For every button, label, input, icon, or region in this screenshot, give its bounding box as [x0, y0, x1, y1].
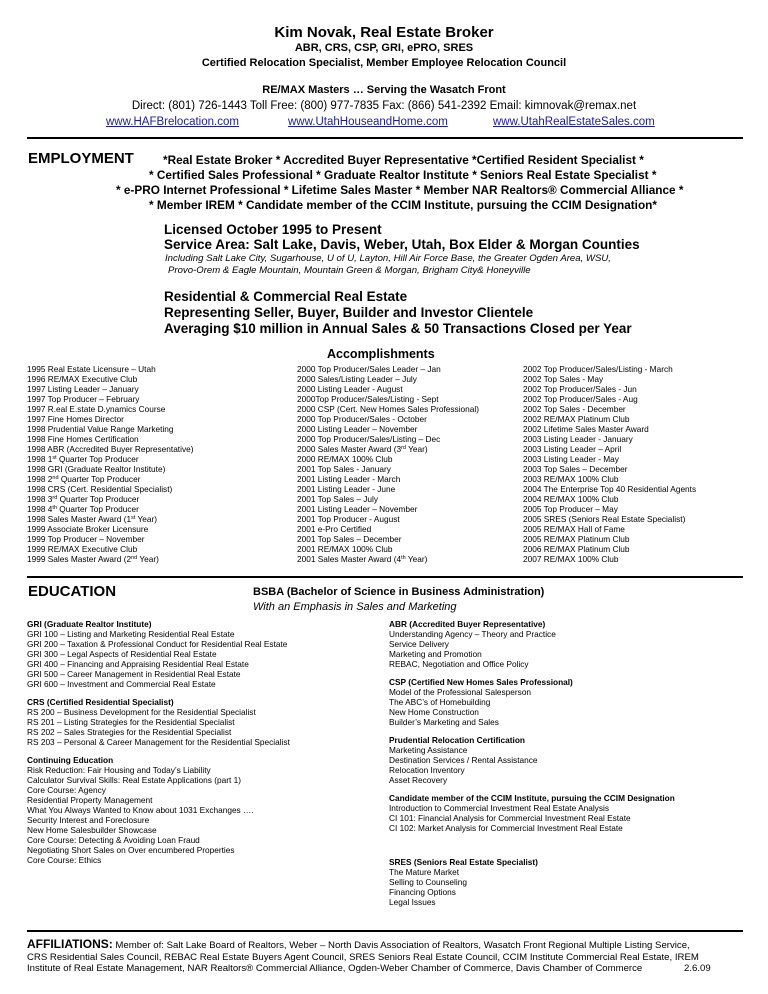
list-item: 2003 Listing Leader – April — [523, 444, 622, 454]
course-group-heading: Continuing Education — [27, 755, 114, 765]
course-item: Builder’s Marketing and Sales — [389, 717, 499, 727]
header-divider — [27, 137, 743, 139]
course-item: Asset Recovery — [389, 775, 448, 785]
tagline: RE/MAX Masters … Serving the Wasatch Front — [262, 84, 506, 96]
course-group-heading: CSP (Certified New Homes Sales Professional) — [389, 677, 573, 687]
course-item: Relocation Inventory — [389, 765, 465, 775]
accomplishments-col-1 — [27, 364, 194, 564]
list-item: 1998 4th Quarter Top Producer — [27, 504, 139, 514]
list-item: 1997 Fine Homes Director — [27, 414, 124, 424]
list-item: 1998 ABR (Accredited Buyer Representative) — [27, 444, 194, 454]
course-item: Security Interest and Foreclosure — [27, 815, 150, 825]
list-item: 2004 RE/MAX 100% Club — [523, 494, 619, 504]
spacer — [389, 727, 675, 735]
focus-line-3: Averaging $10 million in Annual Sales & 50 Transactions Closed per Year — [164, 321, 632, 336]
course-item: Understanding Agency – Theory and Practice — [389, 629, 556, 639]
list-item: 1998 CRS (Cert. Residential Specialist) — [27, 484, 173, 494]
certification: Certified Relocation Specialist, Member Employee Relocation Council — [201, 57, 567, 69]
list-item: 1995 Real Estate Licensure – Utah — [27, 364, 156, 374]
course-group-heading: CRS (Certified Residential Specialist) — [27, 697, 174, 707]
spacer — [27, 689, 290, 697]
focus-line-2: Representing Seller, Buyer, Builder and Investor Clientele — [164, 305, 534, 320]
spacer — [389, 849, 675, 857]
spacer — [389, 669, 675, 677]
licensed-since: Licensed October 1995 to Present — [164, 222, 382, 237]
list-item: 2001 Top Sales – July — [297, 494, 379, 504]
list-item: 2005 Top Producer – May — [523, 504, 618, 514]
spacer — [389, 841, 675, 849]
list-item: 1999 Associate Broker Licensure — [27, 524, 149, 534]
course-group-heading: SRES (Seniors Real Estate Specialist) — [389, 857, 538, 867]
spacer — [389, 833, 675, 841]
contact-line: Direct: (801) 726-1443 Toll Free: (800) 977-7835 Fax: (866) 541-2392 Email: kimnovak@remax.net — [131, 100, 637, 112]
list-item: 1998 3rd Quarter Top Producer — [27, 494, 140, 504]
course-item: New Home Construction — [389, 707, 479, 717]
list-item: 2000 Top Producer/Sales - October — [297, 414, 427, 424]
course-item: RS 200 – Business Development for the Residential Specialist — [27, 707, 256, 717]
course-item: Residential Property Management — [27, 795, 153, 805]
education-heading: EDUCATION — [28, 583, 117, 600]
link-hafb-relocation[interactable]: www.HAFBrelocation.com — [106, 116, 239, 128]
course-item: RS 203 – Personal & Career Management for the Residential Specialist — [27, 737, 290, 747]
list-item: 2002 Top Producer/Sales/Listing - March — [523, 364, 673, 374]
course-item: GRI 500 – Career Management in Residential Real Estate — [27, 669, 241, 679]
list-item: 2003 Listing Leader - May — [523, 454, 619, 464]
course-item: GRI 600 – Investment and Commercial Real Estate — [27, 679, 216, 689]
course-item: RS 201 – Listing Strategies for the Residential Specialist — [27, 717, 235, 727]
course-group-heading: Candidate member of the CCIM Institute, pursuing the CCIM Designation — [389, 793, 675, 803]
list-item: 2000 RE/MAX 100% Club — [297, 454, 393, 464]
service-area: Service Area: Salt Lake, Davis, Weber, Utah, Box Elder & Morgan Counties — [164, 237, 640, 252]
list-item: 2003 RE/MAX 100% Club — [523, 474, 619, 484]
list-item: 2002 Top Sales - May — [523, 374, 604, 384]
list-item: 1999 RE/MAX Executive Club — [27, 544, 138, 554]
list-item: 2001 Listing Leader - June — [297, 484, 396, 494]
education-right-column — [389, 619, 675, 907]
list-item: 2000 Top Producer/Sales Leader – Jan — [297, 364, 441, 374]
course-item: GRI 100 – Listing and Marketing Residential Real Estate — [27, 629, 235, 639]
course-item: New Home Salesbuilder Showcase — [27, 825, 157, 835]
list-item: 2003 Top Sales – December — [523, 464, 628, 474]
affiliations-line-1 — [27, 937, 690, 951]
link-utah-real-estate-sales[interactable]: www.UtahRealEstateSales.com — [493, 116, 655, 128]
degree-emphasis: With an Emphasis in Sales and Marketing — [253, 601, 457, 613]
list-item: 1998 GRI (Graduate Realtor Institute) — [27, 464, 166, 474]
course-item: Core Course: Ethics — [27, 855, 102, 865]
list-item: 2000 Listing Leader – November — [297, 424, 418, 434]
list-item: 2002 Lifetime Sales Master Award — [523, 424, 649, 434]
list-item: 1999 Sales Master Award (2nd Year) — [27, 554, 159, 564]
course-item: Selling to Counseling — [389, 877, 467, 887]
course-item: Marketing Assistance — [389, 745, 468, 755]
course-item: CI 101: Financial Analysis for Commercial Investment Real Estate — [389, 813, 631, 823]
spacer — [389, 785, 675, 793]
service-area-cities: Including Salt Lake City, Sugarhouse, U of U, Layton, Hill Air Force Base, the Greater Ogden Area, WSU, — [165, 253, 611, 264]
list-item: 2002 Top Producer/Sales - Aug — [523, 394, 638, 404]
list-item: 1998 2nd Quarter Top Producer — [27, 474, 141, 484]
list-item: 1998 1st Quarter Top Producer — [27, 454, 139, 464]
list-item: 2001 Top Sales - January — [297, 464, 391, 474]
list-item: 2003 Listing Leader - January — [523, 434, 633, 444]
course-item: Core Course: Detecting & Avoiding Loan Fraud — [27, 835, 200, 845]
spacer — [27, 747, 290, 755]
designations-line-2: * Certified Sales Professional * Graduate Realtor Institute * Seniors Real Estate Specialist * — [149, 168, 657, 182]
designations-line-4: * Member IREM * Candidate member of the CCIM Institute, pursuing the CCIM Designation* — [149, 198, 657, 212]
credentials: ABR, CRS, CSP, GRI, ePRO, SRES — [294, 42, 474, 54]
designations-line-3: * e-PRO Internet Professional * Lifetime Sales Master * Member NAR Realtors® Commercial Alliance * — [116, 183, 684, 197]
course-item: Marketing and Promotion — [389, 649, 482, 659]
list-item: 1999 Top Producer – November — [27, 534, 145, 544]
course-item: RS 202 – Sales Strategies for the Residential Specialist — [27, 727, 232, 737]
accomplishments-col-3 — [523, 364, 696, 564]
list-item: 1997 R.eal E.state D.ynamics Course — [27, 404, 166, 414]
list-item: 2000 Top Producer/Sales/Listing – Dec — [297, 434, 441, 444]
list-item: 2001 Listing Leader – November — [297, 504, 418, 514]
focus-line-1: Residential & Commercial Real Estate — [164, 289, 408, 304]
course-item: Core Course: Agency — [27, 785, 106, 795]
course-item: Destination Services / Rental Assistance — [389, 755, 538, 765]
list-item: 2001 Top Sales – December — [297, 534, 402, 544]
list-item: 2001 RE/MAX 100% Club — [297, 544, 393, 554]
affiliations-text-1: Member of: Salt Lake Board of Realtors, Weber – North Davis Association of Realtors, Wasatch Front Regional Multiple Listing Service, — [112, 940, 690, 951]
course-item: The ABC’s of Homebuilding — [389, 697, 491, 707]
course-item: Risk Reduction: Fair Housing and Today’s Liability — [27, 765, 211, 775]
list-item: 2002 Top Sales - December — [523, 404, 626, 414]
resume-name: Kim Novak, Real Estate Broker — [274, 24, 494, 41]
course-item: Model of the Professional Salesperson — [389, 687, 532, 697]
course-item: REBAC, Negotiation and Office Policy — [389, 659, 529, 669]
list-item: 2000 Listing Leader - August — [297, 384, 403, 394]
course-item: What You Always Wanted to Know about 1031 Exchanges …. — [27, 805, 254, 815]
education-left-column — [27, 619, 290, 865]
course-item: The Mature Market — [389, 867, 460, 877]
course-item: Introduction to Commercial Investment Real Estate Analysis — [389, 803, 609, 813]
list-item: 2001 Sales Master Award (4th Year) — [297, 554, 428, 564]
accomplishments-col-2 — [297, 364, 479, 564]
course-item: Legal Issues — [389, 897, 436, 907]
course-group-heading: GRI (Graduate Realtor Institute) — [27, 619, 152, 629]
list-item: 2000 CSP (Cert. New Homes Sales Professional) — [297, 404, 479, 414]
list-item: 2005 RE/MAX Hall of Fame — [523, 524, 625, 534]
course-item: CI 102: Market Analysis for Commercial Investment Real Estate — [389, 823, 623, 833]
list-item: 2000 Sales/Listing Leader – July — [297, 374, 417, 384]
affiliations-heading: AFFILIATIONS: — [27, 937, 113, 951]
list-item: 2000 Sales Master Award (3rd Year) — [297, 444, 428, 454]
course-item: Calculator Survival Skills: Real Estate Applications (part 1) — [27, 775, 241, 785]
list-item: 2006 RE/MAX Platinum Club — [523, 544, 630, 554]
course-item: GRI 300 – Legal Aspects of Residential Real Estate — [27, 649, 217, 659]
service-area-cities-2: Provo-Orem & Eagle Mountain, Mountain Green & Morgan, Brigham City& Honeyville — [168, 265, 531, 276]
course-item: GRI 200 – Taxation & Professional Conduct for Residential Real Estate — [27, 639, 288, 649]
list-item: 1998 Sales Master Award (1st Year) — [27, 514, 158, 524]
designations-line-1: *Real Estate Broker * Accredited Buyer Representative *Certified Resident Specialist * — [163, 153, 644, 167]
course-group-heading: ABR (Accredited Buyer Representative) — [389, 619, 546, 629]
list-item: 2005 SRES (Seniors Real Estate Specialist) — [523, 514, 686, 524]
list-item: 1998 Fine Homes Certification — [27, 434, 139, 444]
course-item: Service Delivery — [389, 639, 449, 649]
employment-heading: EMPLOYMENT — [28, 150, 134, 167]
course-item: Financing Options — [389, 887, 456, 897]
list-item: 1997 Listing Leader – January — [27, 384, 139, 394]
course-group-heading: Prudential Relocation Certification — [389, 735, 525, 745]
list-item: 1998 Prudential Value Range Marketing — [27, 424, 174, 434]
list-item: 2001 e-Pro Certified — [297, 524, 372, 534]
degree: BSBA (Bachelor of Science in Business Administration) — [253, 586, 545, 598]
list-item: 1997 Top Producer – February — [27, 394, 140, 404]
affiliations-line-3: Institute of Real Estate Management, NAR Realtors® Commercial Alliance, Ogden-Weber Chamber of Commerce, Davis Chamber of Commerce — [27, 963, 643, 974]
course-item: GRI 400 – Financing and Appraising Residential Real Estate — [27, 659, 249, 669]
list-item: 2007 RE/MAX 100% Club — [523, 554, 619, 564]
resume-date: 2.6.09 — [684, 963, 711, 974]
affiliations-line-2: CRS Residential Sales Council, REBAC Real Estate Buyers Agent Council, SRES Seniors Real Estate Council, CCIM Institute Commercial Real Estate, IREM — [27, 952, 699, 963]
list-item: 2002 RE/MAX Platinum Club — [523, 414, 630, 424]
list-item: 2002 Top Producer/Sales - Jun — [523, 384, 637, 394]
list-item: 2004 The Enterprise Top 40 Residential Agents — [523, 484, 697, 494]
course-item: Negotiating Short Sales on Over encumbered Properties — [27, 845, 235, 855]
education-divider — [27, 930, 743, 932]
accomplishments-divider — [27, 576, 743, 578]
list-item: 2001 Listing Leader - March — [297, 474, 401, 484]
list-item: 2000Top Producer/Sales/Listing - Sept — [297, 394, 439, 404]
list-item: 2005 RE/MAX Platinum Club — [523, 534, 630, 544]
link-utah-house-and-home[interactable]: www.UtahHouseandHome.com — [288, 116, 448, 128]
accomplishments-heading: Accomplishments — [327, 347, 435, 361]
list-item: 2001 Top Producer - August — [297, 514, 400, 524]
list-item: 1996 RE/MAX Executive Club — [27, 374, 138, 384]
